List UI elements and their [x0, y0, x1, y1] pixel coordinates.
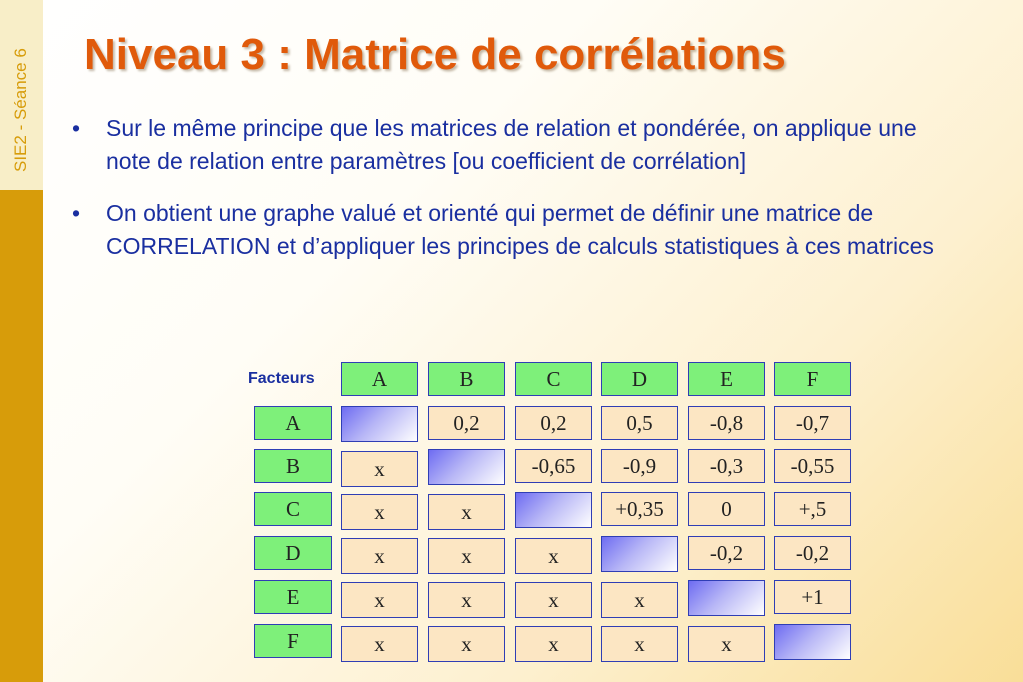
row-header-f: F	[254, 624, 332, 658]
bullet-text: On obtient une graphe valué et orienté qui permet de définir une matrice de CORRELATION et d’appliquer les principes de calculs statistiques à ces matrices	[106, 200, 934, 259]
correlation-value-cell: 0	[688, 492, 765, 526]
correlation-value-cell: -0,8	[688, 406, 765, 440]
diagonal-cell	[688, 580, 765, 616]
bullet-item	[70, 197, 940, 263]
column-header-e: E	[688, 362, 765, 396]
sidebar	[0, 0, 43, 682]
session-label: SIE2 - Séance 6	[11, 48, 30, 172]
correlation-value-cell: -0,3	[688, 449, 765, 483]
column-header-f: F	[774, 362, 851, 396]
correlation-value-cell: -0,65	[515, 449, 592, 483]
empty-marker-cell: x	[341, 626, 418, 662]
column-header-d: D	[601, 362, 678, 396]
column-header-c: C	[515, 362, 592, 396]
correlation-value-cell: 0,5	[601, 406, 678, 440]
bullet-item	[70, 112, 940, 178]
correlation-value-cell: +0,35	[601, 492, 678, 526]
empty-marker-cell: x	[428, 538, 505, 574]
correlation-value-cell: 0,2	[515, 406, 592, 440]
diagonal-cell	[341, 406, 418, 442]
correlation-value-cell: -0,2	[774, 536, 851, 570]
bullet-text: Sur le même principe que les matrices de relation et pondérée, on applique une note de relation entre paramètres [ou coefficient de corrélation]	[106, 115, 917, 174]
column-header-b: B	[428, 362, 505, 396]
correlation-value-cell: -0,7	[774, 406, 851, 440]
diagonal-cell	[601, 536, 678, 572]
correlation-value-cell: -0,55	[774, 449, 851, 483]
correlation-value-cell: -0,9	[601, 449, 678, 483]
empty-marker-cell: x	[341, 451, 418, 487]
bullet-list	[70, 112, 940, 282]
empty-marker-cell: x	[428, 626, 505, 662]
bullet-icon: •	[72, 200, 81, 226]
empty-marker-cell: x	[601, 626, 678, 662]
empty-marker-cell: x	[428, 582, 505, 618]
row-header-a: A	[254, 406, 332, 440]
empty-marker-cell: x	[515, 582, 592, 618]
row-header-c: C	[254, 492, 332, 526]
diagonal-cell	[428, 449, 505, 485]
row-header-b: B	[254, 449, 332, 483]
diagonal-cell	[774, 624, 851, 660]
correlation-value-cell: -0,2	[688, 536, 765, 570]
column-header-a: A	[341, 362, 418, 396]
slide-title: Niveau 3 : Matrice de corrélations	[84, 30, 786, 79]
sidebar-accent-bar	[0, 190, 43, 682]
diagonal-cell	[515, 492, 592, 528]
row-header-e: E	[254, 580, 332, 614]
empty-marker-cell: x	[341, 538, 418, 574]
row-header-d: D	[254, 536, 332, 570]
correlation-value-cell: +,5	[774, 492, 851, 526]
empty-marker-cell: x	[688, 626, 765, 662]
empty-marker-cell: x	[428, 494, 505, 530]
correlation-value-cell: +1	[774, 580, 851, 614]
matrix-corner-label: Facteurs	[248, 370, 315, 387]
bullet-icon: •	[72, 115, 81, 141]
empty-marker-cell: x	[601, 582, 678, 618]
empty-marker-cell: x	[341, 494, 418, 530]
empty-marker-cell: x	[515, 538, 592, 574]
empty-marker-cell: x	[341, 582, 418, 618]
correlation-value-cell: 0,2	[428, 406, 505, 440]
empty-marker-cell: x	[515, 626, 592, 662]
